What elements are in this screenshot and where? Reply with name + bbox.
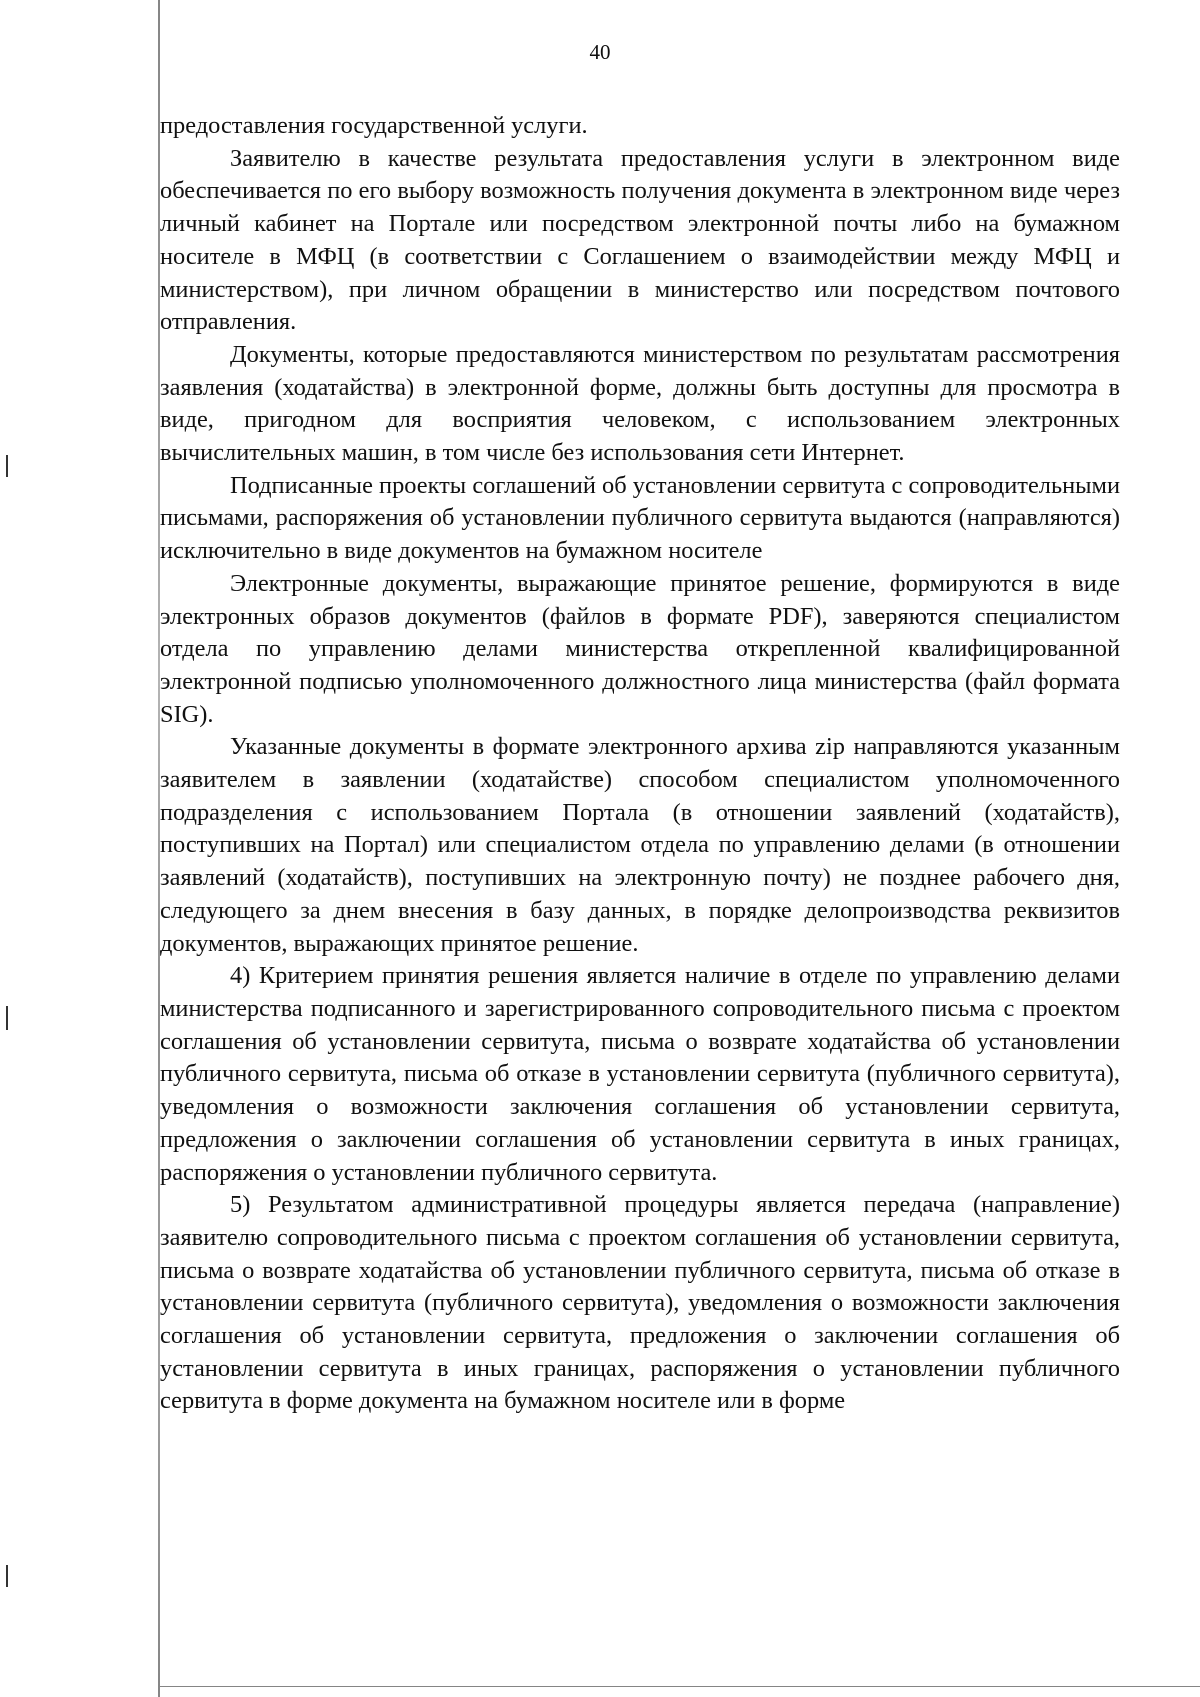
- paragraph-result: 5) Результатом административной процедуры является передача (направление) заявителю сопроводительного письма с проектом соглашения об установлении сервитута, письма о возврате ходатайства об установлении публичного сервитута, письма об отказе в установлении сервитута (публичного сервитута), уведомления о возможности заключения соглашения об установлении сервитута, предложения о заключении соглашения об установлении сервитута в иных границах, распоряжения о установлении публичного сервитута в форме документа на бумажном носителе или в форме: [160, 1191, 1120, 1415]
- page-number: 40: [589, 40, 611, 64]
- paragraph-documents-availability: Документы, которые предоставляются министерством по результатам рассмотрения заявления (ходатайства) в электронной форме, должны быть доступны для просмотра в виде, пригодном для восприятия человеком, с использованием электронных вычислительных машин, в том числе без использования сети Интернет.: [160, 340, 1120, 467]
- paragraph-zip-archive: Указанные документы в формате электронного архива zip направляются указанным заявителем в заявлении (ходатайстве) способом специалистом уполномоченного подразделения с использованием Портала (в отношении заявлений (ходатайств), поступивших на Портал) или специалистом отдела по управлению делами (в отношении заявлений (ходатайств), поступивших на электронную почту) не позднее рабочего дня, следующего за днем внесения в базу данных, в порядке делопроизводства реквизитов документов, выражающих принятое решение.: [160, 733, 1120, 957]
- paragraph-electronic-result: Заявителю в качестве результата предоставления услуги в электронном виде обеспечивается по его выбору возможность получения документа в электронном виде через личный кабинет на Портале или посредством электронной почты либо на бумажном носителе в МФЦ (в соответствии с Соглашением о взаимодействии между МФЦ и министерством), при личном обращении в министерство или посредством почтового отправления.: [160, 144, 1120, 336]
- scan-margin-mark: [6, 1565, 8, 1587]
- paragraph-criterion: 4) Критерием принятия решения является наличие в отделе по управлению делами министерства подписанного и зарегистрированного сопроводительного письма с проектом соглашения об установлении сервитута, письма о возврате ходатайства об установлении публичного сервитута, письма об отказе в установлении сервитута (публичного сервитута), уведомления о возможности заключения соглашения об установлении сервитута, предложения о заключении соглашения об установлении сервитута в иных границах, распоряжения о установлении публичного сервитута.: [160, 962, 1120, 1186]
- scan-margin-mark: [6, 455, 8, 477]
- paragraph-electronic-documents: Электронные документы, выражающие принятое решение, формируются в виде электронных образов документов (файлов в формате PDF), заверяются специалистом отдела по управлению делами министерства открепленной квалифицированной электронной подписью уполномоченного должностного лица министерства (файл формата SIG).: [160, 569, 1120, 728]
- scan-bottom-edge: [160, 1686, 1200, 1687]
- scan-margin-mark: [6, 1006, 8, 1030]
- document-body: [160, 110, 1120, 1418]
- paragraph-continuation: предоставления государственной услуги.: [160, 112, 588, 139]
- paragraph-signed-projects: Подписанные проекты соглашений об установлении сервитута с сопроводительными письмами, распоряжения об установлении публичного сервитута выдаются (направляются) исключительно в виде документов на бумажном носителе: [160, 471, 1120, 565]
